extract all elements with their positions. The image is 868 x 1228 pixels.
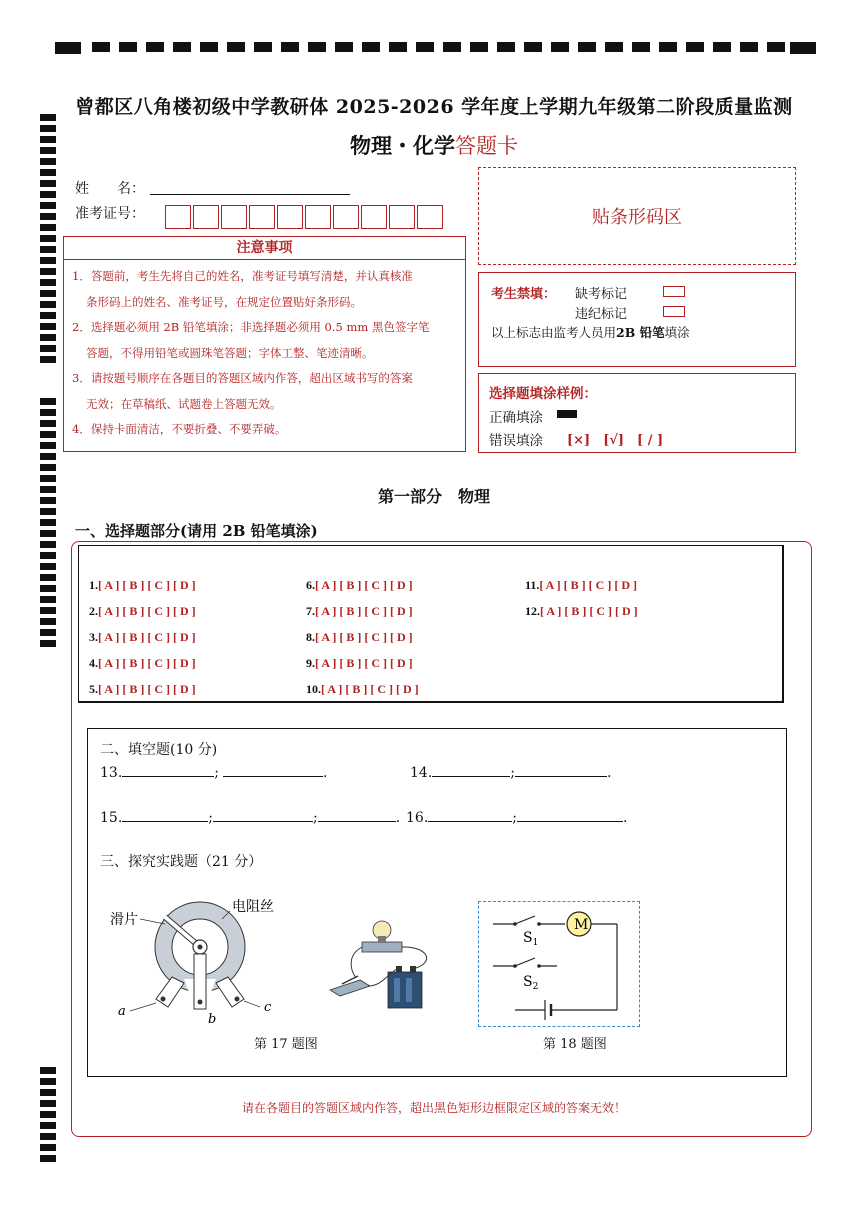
timing-mark <box>40 1067 56 1074</box>
timing-mark <box>40 398 56 405</box>
id-box[interactable] <box>333 205 359 229</box>
barcode-label: 贴条形码区 <box>592 207 682 228</box>
timing-mark <box>40 356 56 363</box>
timing-mark <box>40 519 56 526</box>
s2-label: $S_2$ <box>523 974 539 992</box>
mc-question-3[interactable]: 3.[ A ] [ B ] [ C ] [ D ] <box>89 630 196 644</box>
timing-mark <box>40 596 56 603</box>
answer-blank[interactable] <box>122 807 208 822</box>
timing-mark <box>40 1122 56 1129</box>
example-box <box>478 373 796 453</box>
answer-blank[interactable] <box>213 807 313 822</box>
notice-item: 2．选择题必须用 2B 铅笔填涂；非选择题必须用 0.5 mm 黑色签字笔 <box>72 320 430 334</box>
circuit-diagram <box>479 902 639 1026</box>
mc-question-1[interactable]: 1.[ A ] [ B ] [ C ] [ D ] <box>89 578 196 592</box>
id-box[interactable] <box>221 205 247 229</box>
part1-title: 第一部分 物理 <box>377 487 490 506</box>
practice-section-title: 三、探究实践题（21 分） <box>100 854 263 870</box>
id-box[interactable] <box>193 205 219 229</box>
answer-blank[interactable] <box>223 762 323 777</box>
mc-question-12[interactable]: 12.[ A ] [ B ] [ C ] [ D ] <box>525 604 638 618</box>
switch-s1 <box>515 916 535 924</box>
fig18-caption: 第 18 题图 <box>543 1037 607 1052</box>
notice-item: 无效；在草稿纸、试题卷上答题无效。 <box>86 396 282 411</box>
id-box[interactable] <box>165 205 191 229</box>
absent-label: 缺考标记 <box>575 287 628 302</box>
id-box[interactable] <box>361 205 387 229</box>
card-title-main: 物理・化学 <box>350 133 455 158</box>
notice-item: 条形码上的姓名、准考证号，在规定位置贴好条形码。 <box>86 294 362 309</box>
timing-mark <box>40 312 56 319</box>
answer-blank[interactable] <box>515 762 607 777</box>
timing-mark <box>40 290 56 297</box>
timing-mark <box>40 607 56 614</box>
timing-mark <box>40 464 56 471</box>
id-box[interactable] <box>389 205 415 229</box>
timing-mark <box>40 563 56 570</box>
timing-mark <box>40 409 56 416</box>
fill-section-title: 二、填空题(10 分) <box>100 742 218 758</box>
answer-blank[interactable] <box>432 762 510 777</box>
switch-base <box>330 980 370 996</box>
id-box[interactable] <box>277 205 303 229</box>
exam-title: 曾都区八角楼初级中学教研体 2025-2026 学年度上学期九年级第二阶段质量监测 <box>75 96 793 118</box>
timing-mark <box>40 268 56 275</box>
timing-mark <box>40 334 56 341</box>
circuit-apparatus-figure <box>326 916 446 1016</box>
mc-question-11[interactable]: 11.[ A ] [ B ] [ C ] [ D ] <box>525 578 637 592</box>
notice-item: 4．保持卡面清洁，不要折叠、不要弄破。 <box>72 422 287 436</box>
wire-label: 电阻丝 <box>232 899 274 915</box>
terminal-b-label: b <box>208 1012 217 1027</box>
timing-mark <box>40 279 56 286</box>
notice-box <box>63 236 466 452</box>
s1-label: $S_1$ <box>523 930 539 948</box>
notice-item: 答题，不得用铅笔或圆珠笔答题；字体工整、笔迹清晰。 <box>86 345 374 360</box>
answer-blank[interactable] <box>318 807 396 822</box>
notice-item: 1．答题前，考生先将自己的姓名，准考证号填写清楚，并认真核准 <box>72 269 413 283</box>
timing-mark <box>40 618 56 625</box>
example-title: 选择题填涂样例： <box>489 386 597 402</box>
terminal-a <box>156 977 184 1007</box>
timing-mark <box>40 1144 56 1151</box>
mc-question-9[interactable]: 9.[ A ] [ B ] [ C ] [ D ] <box>306 656 413 670</box>
notice-title: 注意事项 <box>64 237 465 260</box>
timing-mark <box>40 191 56 198</box>
timing-mark <box>40 246 56 253</box>
terminal-c <box>216 977 244 1007</box>
proctor-box <box>478 272 796 367</box>
fill-q14: 14. ; . <box>410 762 611 781</box>
mc-question-10[interactable]: 10.[ A ] [ B ] [ C ] [ D ] <box>306 682 419 696</box>
fill-practice-box <box>87 728 787 1077</box>
timing-mark <box>40 301 56 308</box>
fig17-caption: 第 17 题图 <box>254 1037 318 1052</box>
motor-label: M <box>574 917 589 933</box>
timing-mark <box>40 257 56 264</box>
terminal-a-label: a <box>118 1004 126 1019</box>
name-field[interactable] <box>150 180 350 195</box>
proctor-note-bold: 2B 铅笔 <box>616 325 665 340</box>
mc-question-5[interactable]: 5.[ A ] [ B ] [ C ] [ D ] <box>89 682 196 696</box>
violation-mark-box[interactable] <box>663 306 685 317</box>
timing-mark <box>40 431 56 438</box>
timing-mark <box>40 235 56 242</box>
mc-question-7[interactable]: 7.[ A ] [ B ] [ C ] [ D ] <box>306 604 413 618</box>
answer-blank[interactable] <box>517 807 623 822</box>
timing-mark <box>40 530 56 537</box>
id-box[interactable] <box>249 205 275 229</box>
wrong-mark-samples: [×] [√] [ / ] <box>567 433 664 448</box>
footer-warning: 请在各题目的答题区域内作答，超出黑色矩形边框限定区域的答案无效！ <box>241 1101 626 1115</box>
timing-mark <box>40 213 56 220</box>
filled-mark-sample <box>557 410 577 418</box>
timing-mark <box>40 552 56 559</box>
timing-mark <box>40 508 56 515</box>
timing-mark <box>40 202 56 209</box>
timing-mark <box>40 1089 56 1096</box>
proctor-note-pre: 以上标志由监考人员用 <box>491 325 617 340</box>
potentiometer-figure <box>110 899 290 1029</box>
proctor-note <box>491 323 690 341</box>
timing-mark <box>40 1078 56 1085</box>
wrong-label: 错误填涂 <box>489 433 543 449</box>
timing-mark <box>40 640 56 647</box>
id-box[interactable] <box>417 205 443 229</box>
absent-mark-box[interactable] <box>663 286 685 297</box>
timing-mark <box>40 169 56 176</box>
notice-item: 3．请按题号顺序在各题目的答题区域内作答，超出区域书写的答案 <box>72 371 413 385</box>
answer-blank[interactable] <box>122 762 214 777</box>
slider-label: 滑片 <box>110 912 138 928</box>
card-title <box>0 130 868 160</box>
timing-mark <box>40 1133 56 1140</box>
barcode-area <box>478 167 796 265</box>
timing-mark <box>40 585 56 592</box>
id-boxes[interactable] <box>165 205 460 233</box>
correct-label: 正确填涂 <box>489 410 543 426</box>
timing-mark <box>40 345 56 352</box>
timing-mark <box>40 475 56 482</box>
mc-question-6[interactable]: 6.[ A ] [ B ] [ C ] [ D ] <box>306 578 413 592</box>
mc-box <box>78 545 784 703</box>
timing-mark <box>40 180 56 187</box>
mc-question-8[interactable]: 8.[ A ] [ B ] [ C ] [ D ] <box>306 630 413 644</box>
proctor-note-post: 填涂 <box>664 325 690 340</box>
circuit-diagram-frame <box>478 901 640 1027</box>
name-label: 姓 名： <box>75 181 145 197</box>
answer-blank[interactable] <box>428 807 512 822</box>
violation-label: 违纪标记 <box>575 307 628 322</box>
fill-q15: 15. ; ; . <box>100 807 400 826</box>
timing-mark <box>40 629 56 636</box>
timing-mark <box>40 442 56 449</box>
fill-q16: 16. ; . <box>406 807 627 826</box>
timing-mark <box>40 541 56 548</box>
timing-mark <box>40 453 56 460</box>
battery-icon <box>388 972 422 1008</box>
timing-mark <box>40 420 56 427</box>
id-label: 准考证号： <box>75 206 145 222</box>
mc-question-4[interactable]: 4.[ A ] [ B ] [ C ] [ D ] <box>89 656 196 670</box>
mc-question-2[interactable]: 2.[ A ] [ B ] [ C ] [ D ] <box>89 604 196 618</box>
fill-q13: 13. ; . <box>100 762 327 781</box>
card-title-red: 答题卡 <box>455 134 518 158</box>
id-box[interactable] <box>305 205 331 229</box>
timing-mark <box>40 323 56 330</box>
notice-body <box>64 260 465 443</box>
timing-mark <box>40 224 56 231</box>
terminal-c-label: c <box>264 1000 272 1015</box>
timing-mark <box>40 1155 56 1162</box>
timing-mark <box>40 574 56 581</box>
mc-section-title: 一、选择题部分(请用 2B 铅笔填涂) <box>75 522 318 540</box>
switch-s2 <box>515 958 535 966</box>
bulb-base <box>362 942 402 952</box>
forbidden-label: 考生禁填： <box>491 287 557 302</box>
